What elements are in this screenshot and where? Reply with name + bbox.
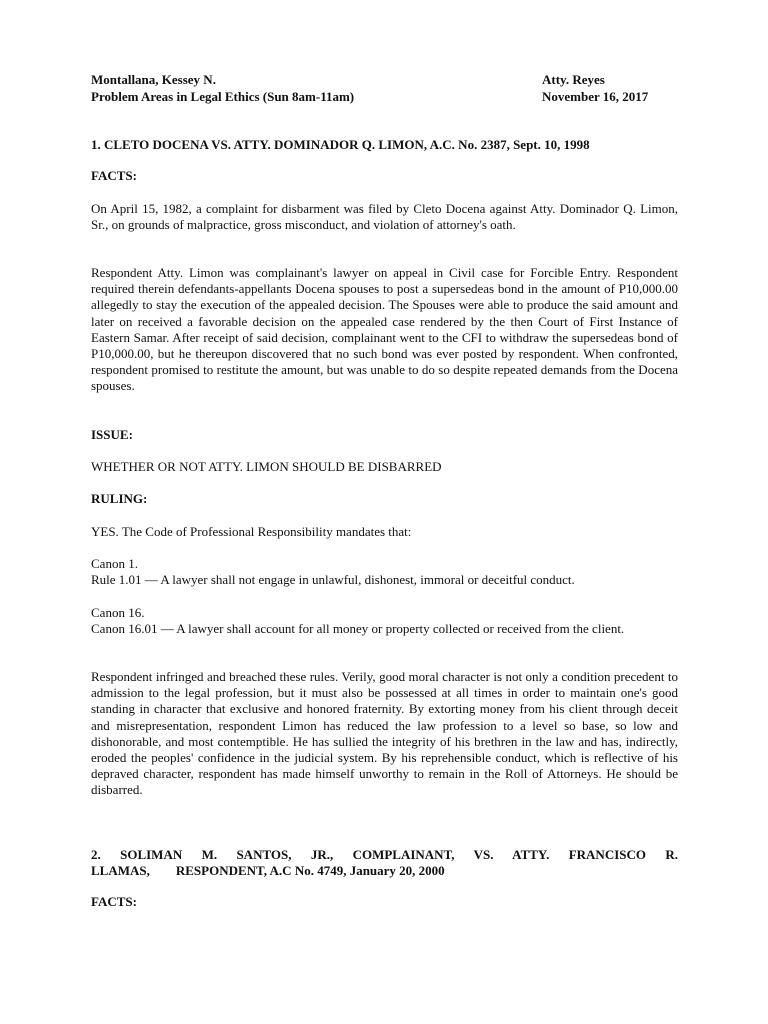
case2-facts-heading: FACTS: xyxy=(91,894,137,909)
case1-facts-heading: FACTS: xyxy=(91,168,137,183)
case1-ruling-heading: RULING: xyxy=(91,491,148,506)
document-header xyxy=(91,72,678,106)
rule-1-01-text: Rule 1.01 — A lawyer shall not engage in unlawful, dishonest, immoral or deceitful conduct. xyxy=(91,572,575,587)
professor-name: Atty. Reyes xyxy=(542,72,605,87)
canon-16-label: Canon 16. xyxy=(91,605,145,620)
header-row-2 xyxy=(91,89,678,106)
case1-facts-paragraph-2: Respondent Atty. Limon was complainant's lawyer on appeal in Civil case for Forcible Entry. Respondent required therein defendants-appellants Docena spouses to post a supersedeas bond in the amount of P10,000.00 allegedly to stay the execution of the appealed decision. The Spouses were able to produce the said amount and later on received a favorable decision on the appealed case rendered by the then Court of First Instance of Eastern Samar. After receipt of said decision, complainant went to the CFI to withdraw the supersedeas bond of P10,000.00, but he thereupon discovered that no such bond was ever posted by respondent. When confronted, respondent promised to restitute the amount, but was unable to do so despite repeated demands from the Docena spouses. xyxy=(91,265,678,394)
case2-title-line-2 xyxy=(91,863,678,879)
course-title: Problem Areas in Legal Ethics (Sun 8am-11am) xyxy=(91,89,355,104)
case2-title-respondent-name: LLAMAS, xyxy=(91,863,150,878)
canon-1-label: Canon 1. xyxy=(91,556,138,571)
case1-ruling-intro: YES. The Code of Professional Responsibility mandates that: xyxy=(91,524,412,539)
case2-title-citation: RESPONDENT, A.C No. 4749, January 20, 2000 xyxy=(175,863,445,878)
case1-ruling-paragraph: Respondent infringed and breached these rules. Verily, good moral character is not only a condition precedent to admission to the legal profession, but it must also be possessed at all times in order to maintain one's good standing in character that exclusive and honored fraternity. By extorting money from his client through deceit and misrepresentation, respondent Limon has reduced the law profession to a level so base, so low and dishonorable, and most contemptible. He has sullied the integrity of his brethren in the law and has, indirectly, eroded the peoples' confidence in the judicial system. By his reprehensible conduct, which is reflective of his depraved character, respondent has made himself unworthy to remain in the Roll of Attorneys. He should be disbarred. xyxy=(91,669,678,798)
case1-issue-text: WHETHER OR NOT ATTY. LIMON SHOULD BE DISBARRED xyxy=(91,459,442,474)
case2-title-line-1: 2. SOLIMAN M. SANTOS, JR., COMPLAINANT, VS. ATTY. FRANCISCO R. xyxy=(91,847,678,862)
document-date: November 16, 2017 xyxy=(542,89,649,104)
case1-facts-paragraph-1: On April 15, 1982, a complaint for disbarment was filed by Cleto Docena against Atty. Dominador Q. Limon, Sr., on grounds of malpractice, gross misconduct, and violation of attorney's oath. xyxy=(91,201,678,233)
header-row-1 xyxy=(91,72,678,89)
case1-title: 1. CLETO DOCENA VS. ATTY. DOMINADOR Q. LIMON, A.C. No. 2387, Sept. 10, 1998 xyxy=(91,137,590,152)
canon-16-01-text: Canon 16.01 — A lawyer shall account for all money or property collected or received from the client. xyxy=(91,621,625,636)
case1-issue-heading: ISSUE: xyxy=(91,427,133,442)
student-name: Montallana, Kessey N. xyxy=(91,72,216,87)
